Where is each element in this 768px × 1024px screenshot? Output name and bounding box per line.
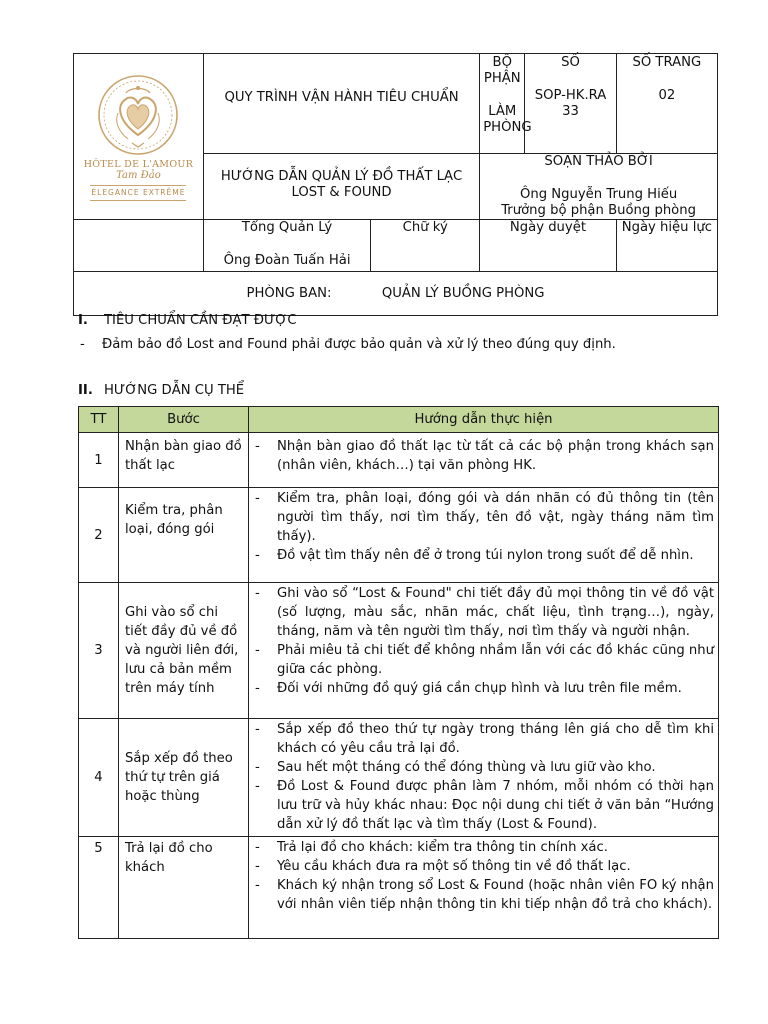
drafted-by-label: SOẠN THẢO BỞI — [544, 154, 653, 169]
section-2-number: II. — [78, 383, 93, 398]
instruction-item: - Nhận bàn giao đồ thất lạc từ tất cả các bộ phận trong khách sạn (nhân viên, khách…) tại văn phòng HK. — [255, 437, 714, 475]
table-row — [79, 583, 719, 719]
effective-date-label: Ngày hiệu lực — [621, 220, 712, 235]
approval-date-cell — [480, 220, 616, 272]
effective-date-cell — [616, 220, 717, 272]
section-1-item: - Đảm bảo đồ Lost and Found phải được bảo quản và xử lý theo đúng quy định. — [80, 337, 616, 352]
steps-table — [78, 406, 719, 939]
instruction-item: - Kiểm tra, phân loại, đóng gói và dán nhãn có đủ thông tin (tên người tìm thấy, nơi tìm thấy, tên đồ vật, ngày tháng năm tìm thấy). — [255, 489, 714, 546]
logo-spacer — [74, 220, 204, 272]
document-header — [73, 53, 718, 316]
signature-label: Chữ ký — [402, 220, 448, 235]
doc-title: QUY TRÌNH VẬN HÀNH TIÊU CHUẨN — [203, 54, 479, 154]
row-number: 1 — [79, 433, 119, 488]
table-row — [79, 837, 719, 939]
row-number: 3 — [79, 583, 119, 719]
table-row — [79, 719, 719, 837]
col-header-step: Bước — [119, 407, 249, 433]
table-row — [79, 488, 719, 583]
approval-date-label: Ngày duyệt — [509, 220, 587, 235]
table-row — [79, 433, 719, 488]
row-number: 5 — [79, 837, 119, 939]
hotel-location: Tam Đảo — [116, 169, 161, 181]
gm-name: Ông Đoàn Tuấn Hải — [223, 253, 351, 268]
instruction-item: - Ghi vào sổ “Lost & Found" chi tiết đầy đủ mọi thông tin về đồ vật (số lượng, màu sắc, nhãn mác, chất liệu, tình trạng…), ngày, tháng, năm và tên người tìm thấy, nơi tìm thấy và người nhận. — [255, 584, 714, 641]
hotel-logo — [74, 54, 204, 220]
step-name: Sắp xếp đồ theo thứ tự trên giá hoặc thùng — [119, 719, 249, 837]
instructions-cell — [249, 583, 719, 719]
section-1-item-text: Đảm bảo đồ Lost and Found phải được bảo quản và xử lý theo đúng quy định. — [102, 337, 616, 352]
section-1-number: I. — [78, 313, 88, 328]
instruction-item: - Đồ vật tìm thấy nên để ở trong túi nylon trong suốt để dễ nhìn. — [255, 546, 714, 565]
heart-emblem-icon — [96, 73, 180, 157]
instruction-item: - Đồ Lost & Found được phân làm 7 nhóm, mỗi nhóm có thời hạn lưu trữ và hủy khác nhau: Đọc nội dung chi tiết ở văn bản “Hướng dẫn xử lý đồ thất lạc và tìm thấy (Lost & Found). — [255, 777, 714, 834]
instruction-item: - Trả lại đồ cho khách: kiểm tra thông tin chính xác. — [255, 838, 714, 857]
instructions-cell — [249, 837, 719, 939]
step-name: Trả lại đồ cho khách — [119, 837, 249, 939]
logo-divider — [90, 200, 186, 201]
instruction-item: - Khách ký nhận trong sổ Lost & Found (hoặc nhân viên FO ký nhận với nhân viên tiếp nhận thông tin khi tiếp nhận đồ trả cho khách). — [255, 876, 714, 914]
instructions-cell — [249, 488, 719, 583]
col-header-instructions: Hướng dẫn thực hiện — [249, 407, 719, 433]
row-number: 2 — [79, 488, 119, 583]
instruction-item: - Đối với những đồ quý giá cần chụp hình và lưu trên file mềm. — [255, 679, 714, 698]
department-cell — [480, 54, 532, 154]
step-name: Kiểm tra, phân loại, đóng gói — [119, 488, 249, 583]
section-1-heading — [78, 313, 297, 329]
section-1-title: TIÊU CHUẨN CẦN ĐẠT ĐƯỢC — [104, 313, 297, 328]
sop-number-cell — [525, 54, 616, 154]
drafted-by-title: Trưởng bộ phận Buồng phòng — [501, 203, 696, 218]
division-label: PHÒNG BAN: — [246, 285, 332, 301]
division-value: QUẢN LÝ BUỒNG PHÒNG — [381, 285, 545, 301]
gm-label: Tổng Quản Lý — [241, 220, 333, 235]
instruction-item: - Yêu cầu khách đưa ra một số thông tin về đồ thất lạc. — [255, 857, 714, 876]
drafted-by-cell — [480, 154, 718, 220]
sop-number-value: SOP-HK.RA 33 — [534, 88, 607, 119]
general-manager-cell — [203, 220, 370, 272]
department-value: LÀM PHÒNG — [483, 104, 532, 135]
step-name: Nhận bàn giao đồ thất lạc — [119, 433, 249, 488]
drafted-by-name: Ông Nguyễn Trung Hiếu — [519, 187, 678, 202]
section-2-heading — [78, 383, 244, 399]
col-header-tt: TT — [79, 407, 119, 433]
division-row — [74, 272, 718, 316]
instructions-cell — [249, 433, 719, 488]
step-name: Ghi vào sổ chi tiết đầy đủ về đồ và người liên đới, lưu cả bản mềm trên máy tính — [119, 583, 249, 719]
row-number: 4 — [79, 719, 119, 837]
sop-number-label: SỐ — [561, 55, 580, 70]
instruction-item: - Sau hết một tháng có thể đóng thùng và lưu giữ vào kho. — [255, 758, 714, 777]
instructions-cell — [249, 719, 719, 837]
page-count-label: SỐ TRANG — [632, 55, 702, 70]
guide-title: HƯỚNG DẪN QUẢN LÝ ĐỒ THẤT LẠC LOST & FOUND — [203, 154, 479, 220]
logo-divider — [90, 185, 186, 186]
section-2-title: HƯỚNG DẪN CỤ THỂ — [104, 383, 245, 398]
instruction-item: - Sắp xếp đồ theo thứ tự ngày trong tháng lên giá cho dễ tìm khi khách có yêu cầu trả lại đồ. — [255, 720, 714, 758]
hotel-name: HÔTEL DE L'AMOUR — [83, 158, 194, 170]
page-count-value: 02 — [658, 88, 676, 103]
instruction-item: - Phải miêu tả chi tiết để không nhầm lẫn với các đồ khác cũng như giữa các phòng. — [255, 641, 714, 679]
page-count-cell — [616, 54, 717, 154]
department-label: BỘ PHẬN — [483, 55, 521, 86]
hotel-tagline: ÉLEGANCE EXTRÊME — [91, 187, 186, 197]
signature-cell — [371, 220, 480, 272]
